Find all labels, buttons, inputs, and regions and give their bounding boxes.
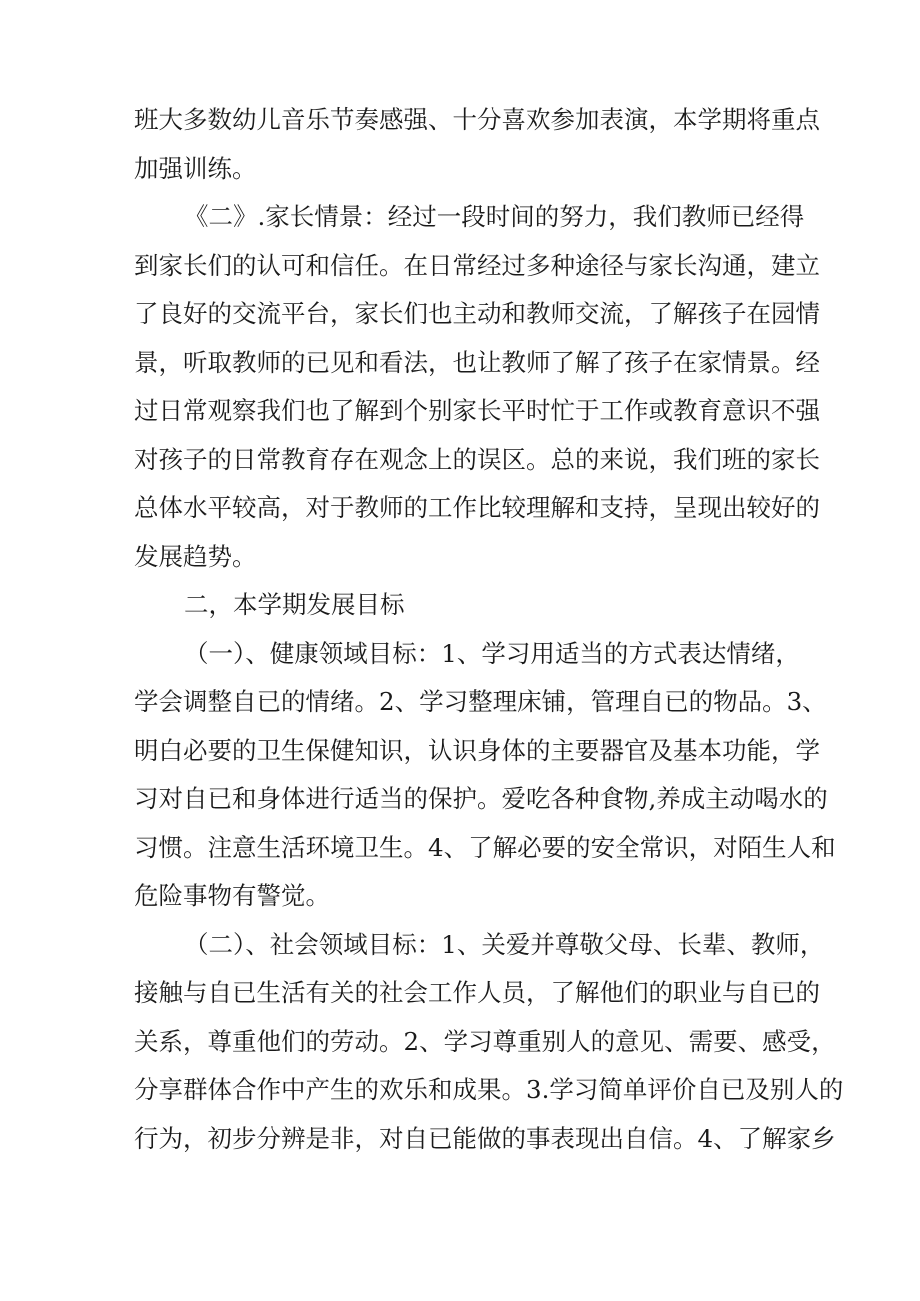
document-body — [134, 96, 844, 1163]
text-line: 班大多数幼儿音乐节奏感强、十分喜欢参加表演，本学期将重点 — [134, 105, 820, 134]
text-line: 景，听取教师的已见和看法，也让教师了解了孩子在家情景。经 — [134, 347, 820, 377]
section-heading: 二，本学期发展目标 — [184, 590, 405, 619]
text-line: 总体水平较高，对于教师的工作比较理解和支持，呈现出较好的 — [134, 493, 820, 522]
paragraph-social-goals — [134, 921, 844, 1164]
text-line: 危险事物有警觉。 — [134, 881, 330, 910]
text-line: 《二》.家长情景：经过一段时间的努力，我们教师已经得 — [184, 202, 805, 231]
text-line: 发展趋势。 — [134, 541, 257, 571]
text-line: 对孩子的日常教育存在观念上的误区。总的来说，我们班的家长 — [134, 444, 820, 474]
text-line: （一）、健康领域目标：1、学习用适当的方式表达情绪， — [184, 638, 800, 668]
text-line: 接触与自已生活有关的社会工作人员，了解他们的职业与自已的 — [134, 978, 820, 1007]
text-line: 习惯。注意生活环境卫生。4、了解必要的安全常识，对陌生人和 — [134, 832, 836, 862]
text-line: （二）、社会领域目标：1、关爱并尊敬父母、长辈、教师， — [184, 929, 825, 959]
section-heading-goals — [134, 581, 799, 630]
text-line: 加强训练。 — [134, 153, 257, 183]
text-line: 关系，尊重他们的劳动。2、学习尊重别人的意见、需要、感受， — [134, 1026, 836, 1056]
text-line: 行为，初步分辨是非，对自已能做的事表现出自信。4、了解家乡 — [134, 1123, 836, 1153]
text-line: 明白必要的卫生保健知识，认识身体的主要器官及基本功能，学 — [134, 735, 820, 765]
paragraph-parent-situation — [134, 193, 820, 581]
text-line: 分享群体合作中产生的欢乐和成果。3.学习简单评价自已及别人的 — [134, 1075, 844, 1104]
paragraph-health-goals — [134, 630, 836, 921]
text-line: 学会调整自已的情绪。2、学习整理床铺，管理自已的物品。3、 — [134, 687, 827, 716]
text-line: 过日常观察我们也了解到个别家长平时忙于工作或教育意识不强 — [134, 396, 820, 425]
text-line: 习对自已和身体进行适当的保护。爱吃各种食物,养成主动喝水的 — [134, 784, 828, 813]
text-line: 到家长们的认可和信任。在日常经过多种途径与家长沟通，建立 — [134, 250, 820, 280]
paragraph-class-intro — [134, 96, 820, 193]
text-line: 了良好的交流平台，家长们也主动和教师交流，了解孩子在园情 — [134, 299, 820, 328]
